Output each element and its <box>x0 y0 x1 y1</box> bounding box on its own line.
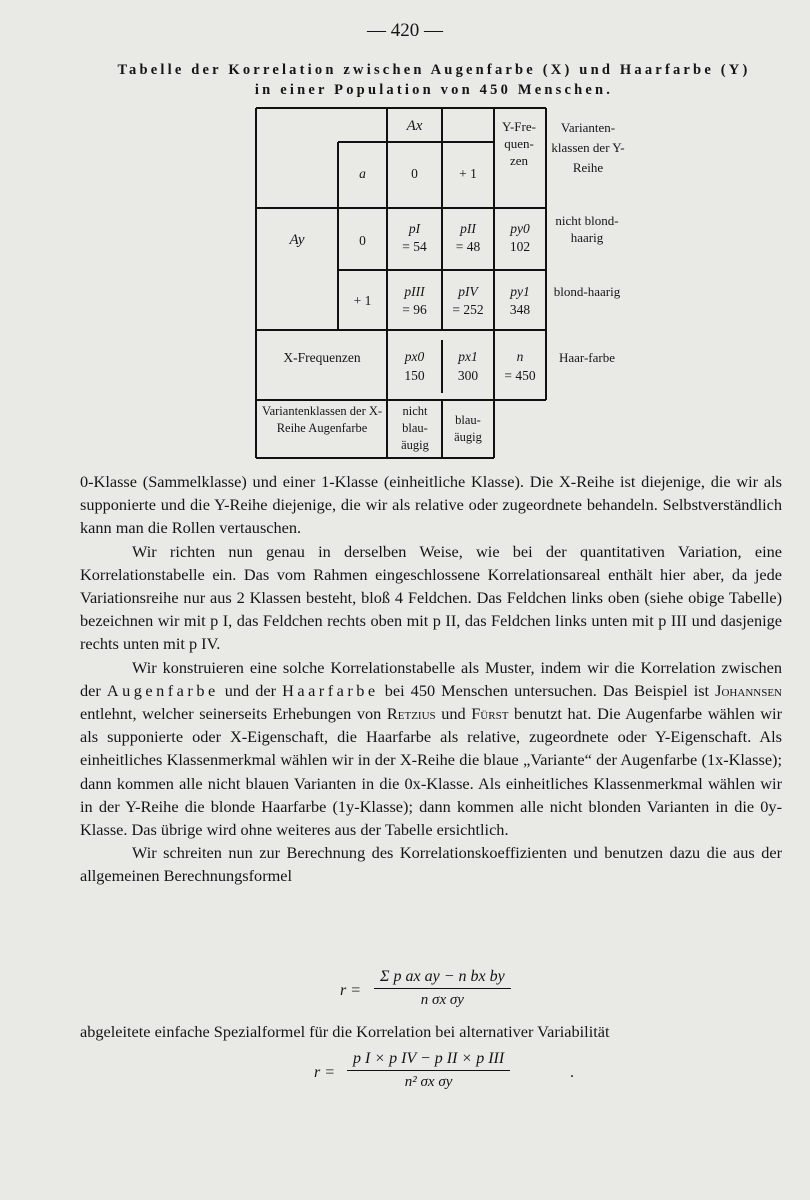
general-formula <box>0 968 810 1020</box>
correlation-table <box>0 0 810 470</box>
px0-label: px0 <box>404 349 425 364</box>
cell-pIII-value: = 96 <box>402 302 427 317</box>
row-0-header: 0 <box>359 233 366 248</box>
paragraph-5: abgeleitete einfache Spezialformel für die Korrelation bei alternativer Variabilität <box>80 1022 610 1041</box>
formula-1-denominator: n σx σy <box>420 992 464 1008</box>
formula-2-fraction <box>347 1050 510 1091</box>
formula-1-lhs: r = <box>340 982 362 999</box>
paragraph-4: Wir schreiten nun zur Berechnung des Korrelationskoeffizienten und benutzen dazu die aus der allgemeinen Berechnungsformel <box>80 843 782 886</box>
cell-pIV-label: pIV <box>458 284 478 299</box>
cell-pII-label: pII <box>460 221 476 236</box>
n-value: = 450 <box>504 368 536 383</box>
column-plus1-header: + 1 <box>459 166 477 181</box>
cell-pIII-label: pIII <box>404 284 425 299</box>
body-text <box>80 470 782 888</box>
a-label: a <box>359 166 366 181</box>
formula-2-end: . <box>570 1064 574 1081</box>
cell-pIV-value: = 252 <box>452 302 484 317</box>
page-number: — 420 — <box>367 20 443 41</box>
haarfarbe-label: Haar-farbe <box>558 350 616 365</box>
y-class-0-label: nicht blond-haarig <box>555 213 619 245</box>
py1-value: 348 <box>509 302 531 317</box>
y-frequencies-header: Y-Fre-quen-zen <box>502 119 536 168</box>
ax-header: Ax <box>406 118 423 134</box>
py1-label: py1 <box>510 284 530 299</box>
formula-2-numerator: p I × p IV − p II × p III <box>347 1050 510 1071</box>
paragraph-2: Wir richten nun genau in derselben Weise, wie bei der quantitativen Variation, eine Korrelationstabelle ein. Das vom Rahmen eingeschlossene Korrelationsareal enthält hier aber, da jede Variationsreihe nur aus 2 Klassen besteht, bloß 4 Feldchen. Das Feldchen links oben (siehe obige Tabelle) bezeichnen wir mit p I, das Feldchen rechts oben mit p II, das Feldchen links unten mit p III und dasjenige rechts unten mit p IV. <box>80 541 782 654</box>
cell-pII-value: = 48 <box>455 239 481 254</box>
author-johannsen: Johannsen <box>715 680 782 700</box>
cell-pI-label: pI <box>408 221 421 236</box>
y-class-1-label: blond-haarig <box>553 284 621 299</box>
px1-value: 300 <box>457 368 479 383</box>
py0-value: 102 <box>509 239 531 254</box>
paragraph-3-text-c: bei 450 Menschen untersuchen. Das Beispiel ist <box>384 680 710 700</box>
paragraph-3-text-a: Wir konstruieren eine solche Korrelationstabelle als Muster, indem wir die Korrelation zwischen der <box>80 657 782 700</box>
py0-label: py0 <box>510 221 530 236</box>
author-retzius: Retzius <box>386 704 436 724</box>
paragraph-3-text-e: und <box>441 704 466 724</box>
x-frequencies-label: X-Frequenzen <box>283 350 361 365</box>
author-fuerst: Fürst <box>471 704 509 724</box>
n-label: n <box>516 349 524 364</box>
formula-2-denominator: n² σx σy <box>404 1074 453 1090</box>
x-class-1-label: blau-äugig <box>454 413 482 444</box>
ay-label: Ay <box>289 232 305 248</box>
x-variant-classes-label: Variantenklassen der X-Reihe Augenfarbe <box>261 404 383 435</box>
paragraph-3-text-d: entlehnt, welcher seinerseits Erhebungen von <box>80 704 382 724</box>
y-variant-classes-header: Varianten-klassen der Y-Reihe <box>551 120 625 175</box>
spaced-haarfarbe: Haarfarbe <box>282 680 379 700</box>
formula-1-fraction <box>374 968 511 1009</box>
paragraph-3-text-f: benutzt hat. Die Augenfarbe wählen wir als supponierte oder X-Eigenschaft, die Haarfarbe als relative, zugeordnete oder Y-Eigenschaft. Als einheitliches Klassenmerkmal wählen wir in der X-Reihe die blaue „Variante“ der Augenfarbe (1x-Klasse); dann kommen alle nicht blauen Varianten in die 0x-Klasse. Als einheitliches Klassenmerkmal wählen wir in der Y-Reihe die blonde Haarfarbe (1y-Klasse); dann kommen alle nicht blonden Varianten in die 0y-Klasse. Das übrige wird ohne weiteres aus der Tabelle ersichtlich. <box>80 704 783 840</box>
formula-2-lhs: r = <box>314 1064 336 1081</box>
paragraph-3-text-b: und der <box>224 680 277 700</box>
paragraph-1: 0-Klasse (Sammelklasse) und einer 1-Klasse (einheitliche Klasse). Die X-Reihe ist diejenige, die wir als supponierte und die Y-Reihe diejenige, die wir als relative oder zugeordnete behandeln. Selbstverständlich kann man die Rollen vertauschen. <box>80 472 782 538</box>
formula-1-numerator: Σ p ax ay − n bx by <box>374 968 511 989</box>
spaced-augenfarbe: Augenfarbe <box>106 680 219 700</box>
column-0-header: 0 <box>411 166 418 181</box>
special-formula <box>0 1050 810 1102</box>
table-caption-line-2: in einer Population von 450 Menschen. <box>254 82 614 98</box>
paragraph-3 <box>80 656 782 842</box>
cell-pI-value: = 54 <box>402 239 427 254</box>
x-class-0-label: nicht blau-äugig <box>401 404 429 452</box>
px0-value: 150 <box>404 368 425 383</box>
row-plus1-header: + 1 <box>353 293 372 308</box>
px1-label: px1 <box>458 349 478 364</box>
table-caption-line-1: Tabelle der Korrelation zwischen Augenfarbe (X) und Haarfarbe (Y) <box>117 62 751 78</box>
